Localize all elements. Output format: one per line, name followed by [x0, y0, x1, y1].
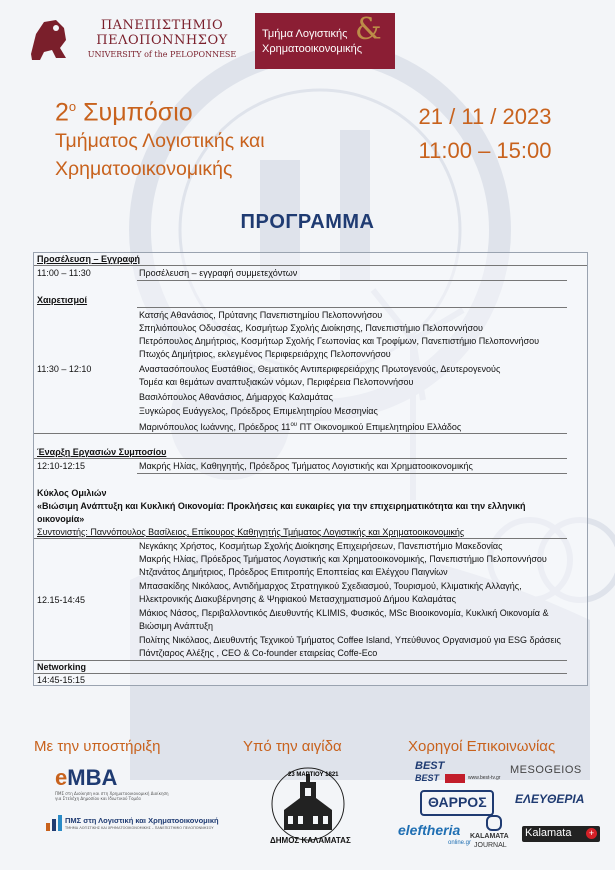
section-title: Προσέλευση – Εγγραφή: [37, 254, 141, 264]
department-line-1: Τμήμα Λογιστικής: [262, 28, 348, 40]
section-title: Έναρξη Εργασιών Συμποσίου: [37, 447, 167, 457]
symposium-number: 2: [55, 98, 69, 127]
pms-text: ΠΜΣ στη Λογιστική και Χρηματοοικονομική: [65, 816, 219, 825]
program-table: [33, 252, 588, 686]
kalamata-plus-text: Kalamata: [525, 827, 572, 839]
eleftheria-online-suffix: online.gr: [448, 840, 472, 846]
symposium-number-sup: ο: [68, 99, 77, 114]
section-title: Χαιρετισμοί: [37, 295, 88, 305]
section-item: Μακρής Ηλίας, Καθηγητής, Πρόεδρος Τμήματος Λογιστικής και Χρηματοοικονομικής: [139, 461, 473, 471]
best-logo-1: BEST: [415, 760, 445, 772]
item-text: ΠΤ Οικονομικού Επιμελητηρίου Ελλάδος: [297, 422, 462, 432]
section-item: Πάντζιαρος Αλέξης , CEO & Co-founder εταιρείας Coffe-Eco: [139, 648, 378, 658]
item-sup: ου: [290, 422, 298, 428]
section-item: Πολίτης Νικόλαος, Διευθυντής Τεχνικού Τμήματος Coffee Island, Υπεύθυνος Οργανισμού για ESG δράσεις: [139, 635, 561, 645]
event-datetime: [400, 100, 570, 168]
auspices-title: Υπό την αιγίδα: [243, 738, 342, 755]
best-logo-2: BEST: [415, 773, 440, 783]
section-time: 11:00 – 11:30: [37, 268, 91, 278]
section-time: 12:10-12:15: [37, 461, 86, 471]
section-item: Ντζανάτος Δημήτριος, Πρόεδρος Επιτροπής Εποπτείας και Ελέγχου Παιγνίων: [139, 567, 448, 577]
symposium-line-3: Χρηματοοικονομικής: [55, 158, 233, 181]
symposium-title: [55, 92, 265, 183]
divider: [137, 280, 567, 281]
pms-subtitle: ΤΜΗΜΑ ΛΟΓΙΣΤΙΚΗΣ ΚΑΙ ΧΡΗΜΑΤΟΟΙΚΟΝΟΜΙΚΗΣ – ΠΑΝΕΠΙΣΤΗΜΙΟ ΠΕΛΟΠΟΝΝΗΣΟΥ: [65, 826, 214, 830]
emba-e: e: [55, 765, 68, 790]
mesogeios-logo: MESOGEIOS: [510, 764, 582, 776]
best-url: www.best-tv.gr: [468, 775, 501, 781]
university-lion-logo: [26, 14, 72, 62]
item-text: Μαρινόπουλος Ιωάννης, Πρόεδρος 11: [139, 422, 291, 432]
section-item: Πετρόπουλος Δημήτριος, Κοσμήτωρ Σχολής Γεωπονίας και Τροφίμων, Πανεπιστήμιο Πελοποννήσου: [139, 336, 540, 346]
section-item: Ξυγκώρος Ευάγγελος, Πρόεδρος Επιμελητηρίου Μεσσηνίας: [139, 406, 378, 416]
kalamata-journal-logo: [468, 815, 518, 857]
section-item: Βιώσιμη Ανάπτυξη: [139, 621, 214, 631]
section-item: Σπηλιόπουλος Οδυσσέας, Κοσμήτωρ Σχολής Διοίκησης, Πανεπιστήμιο Πελοποννήσου: [139, 323, 483, 333]
department-line-2: Χρηματοοικονομικής: [262, 43, 363, 55]
eleftheria-online-logo: eleftheria: [398, 822, 461, 838]
seal-arc-text: [262, 762, 354, 822]
symposium-line-2: Τμήματος Λογιστικής και: [55, 130, 265, 153]
pms-logo: [45, 812, 219, 834]
section-item: Βασιλόπουλος Αθανάσιος, Δήμαρχος Καλαμάτας: [139, 392, 333, 402]
section-item: Αναστασόπουλος Ευστάθιος, Θεματικός Αντιπεριφερειάρχης Πρωτογενούς, Δευτερογενούς: [139, 364, 501, 374]
emba-subtitle: ΠΜΣ στη Διοίκηση και στη Χρηματοοικονομική Διοίκηση για Στελέχη Δημοσίου και Ιδιωτικού Τομέα: [55, 791, 169, 801]
seal-text: 23 ΜΑΡΤΙΟΥ 1821: [288, 772, 339, 778]
divider: [34, 538, 567, 539]
section-item: [139, 419, 461, 434]
section-title: Networking: [37, 662, 87, 672]
section-item: Μάκιος Νάσος, Περιβαλλοντικός Διευθυντής KLIMIS, Φυσικός, MSc Βιοοικονομία, Κυκλική Οικονομία &: [139, 608, 549, 618]
session-coordinator: Συντονιστής: Παννόπουλος Βασίλειος, Επίκουρος Καθηγητής Τμήματος Λογιστικής και Χρηματοοικονομικής: [37, 527, 465, 537]
section-item: Κατσής Αθανάσιος, Πρύτανης Πανεπιστημίου Πελοποννήσου: [139, 310, 383, 320]
emba-logo: [55, 765, 175, 801]
section-item: Προσέλευση – εγγραφή συμμετεχόντων: [139, 268, 298, 278]
municipality-name: ΔΗΜΟΣ ΚΑΛΑΜΑΤΑΣ: [270, 836, 351, 845]
sponsors-title: Χορηγοί Επικοινωνίας: [408, 738, 556, 755]
tharros-logo: ΘΑΡΡΟΣ: [428, 794, 487, 810]
section-item: Μπασακίδης Νικόλαος, Αντιδήμαρχος Στρατηγικού Σχεδιασμού, Τουρισμού, Κλιματικής Αλλαγής,: [139, 581, 522, 591]
plus-icon: +: [586, 828, 597, 839]
divider: [34, 660, 567, 661]
section-time: 12.15-14:45: [37, 595, 86, 605]
journal-circle-icon: [486, 815, 502, 831]
event-time: 11:00 – 15:00: [418, 138, 552, 163]
event-date: 21 / 11 / 2023: [418, 104, 552, 129]
section-title: Κύκλος Ομιλιών: [37, 488, 107, 498]
journal-line-1: KALAMATA: [470, 833, 509, 840]
eleftheria-logo: ΕΛΕΥΘΕΡΙΑ: [515, 792, 585, 806]
divider: [137, 307, 567, 308]
kalamata-plus-logo: [522, 826, 600, 842]
section-item: Μακρής Ηλίας, Πρόεδρος Τμήματος Λογιστικής και Χρηματοοικονομικής, Πανεπιστήμιο Πελοποννήσου: [139, 554, 547, 564]
support-title: Με την υποστήριξη: [34, 738, 161, 755]
university-line-1: ΠΑΝΕΠΙΣΤΗΜΙΟ: [100, 18, 224, 33]
section-time: 14:45-15:15: [37, 675, 86, 685]
section-time: 11:30 – 12:10: [37, 364, 92, 374]
emba-mba: MBA: [67, 765, 118, 790]
section-item: Ηλεκτρονικής Διακυβέρνησης & Ψηφιακού Μετασχηματισμού Δήμου Καλαμάτας: [139, 594, 456, 604]
section-item: Τομέα και θεμάτων αναπτυξιακών νόμων, Περιφέρεια Πελοποννήσου: [139, 377, 414, 387]
department-logo: [255, 13, 395, 69]
divider: [34, 673, 567, 674]
university-name: [76, 18, 248, 61]
pms-icon: [45, 814, 63, 832]
journal-line-2: JOURNAL: [474, 842, 507, 849]
university-line-3: UNIVERSITY of the PELOPONNESE: [87, 50, 237, 59]
university-line-2: ΠΕΛΟΠΟΝΝΗΣΟΥ: [96, 33, 228, 48]
best-red-badge: [445, 774, 465, 783]
section-subtitle: «Βιώσιμη Ανάπτυξη και Κυκλική Οικονομία: Προκλήσεις και ευκαιρίες για την επιχειρηματικότητα και την ελληνική: [37, 501, 526, 511]
section-subtitle: οικονομία»: [37, 514, 85, 524]
divider: [34, 458, 567, 459]
divider: [137, 473, 567, 474]
program-heading: ΠΡΟΓΡΑΜΜΑ: [240, 211, 375, 233]
department-amp: &: [355, 12, 382, 47]
symposium-word: Συμπόσιο: [83, 98, 193, 127]
section-item: Νεγκάκης Χρήστος, Κοσμήτωρ Σχολής Διοίκησης Επιχειρήσεων, Πανεπιστήμιο Μακεδονίας: [139, 541, 503, 551]
divider: [34, 433, 567, 434]
section-item: Πτωχός Δημήτριος, εκλεγμένος Περιφερειάρχης Πελοποννήσου: [139, 349, 391, 359]
